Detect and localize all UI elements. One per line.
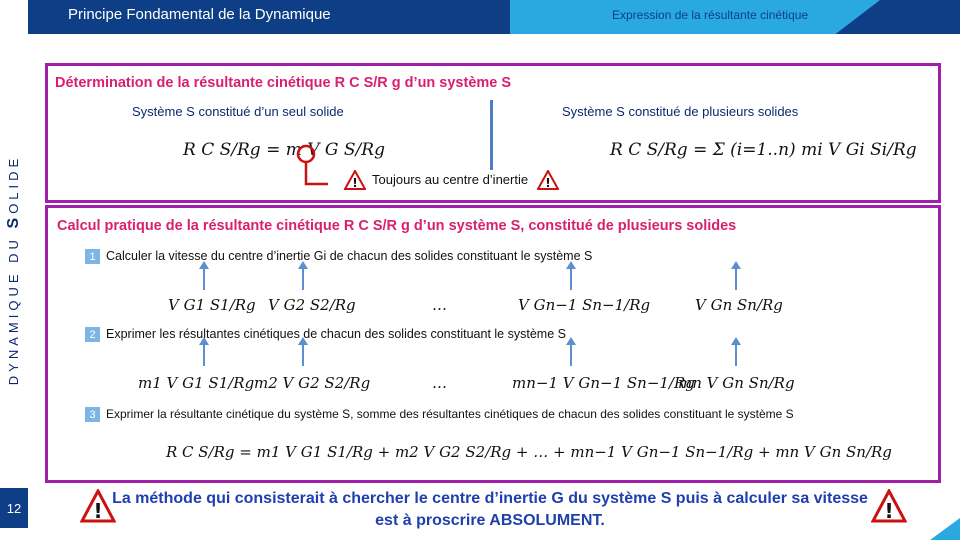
step-text: Calculer la vitesse du centre d’inertie Gi de chacun des solides constituant le système S	[106, 249, 593, 263]
velocity-term: V G1 S1/Rg	[168, 296, 256, 314]
step-number: 1	[85, 249, 100, 264]
svg-text:!: !	[884, 499, 894, 523]
step-number: 2	[85, 327, 100, 342]
arrow-up	[570, 344, 572, 366]
inertia-note: Toujours au centre d’inertie	[372, 172, 529, 187]
multi-solid-formula: R C S/Rg = Σ (i=1..n) mi V Gi Si/Rg	[610, 140, 917, 160]
arrow-up	[302, 268, 304, 290]
page-number: 12	[0, 488, 28, 528]
step-text: Exprimer la résultante cinétique du système S, somme des résultantes cinétiques de chacun des solides constituant le système S	[106, 407, 794, 421]
header-title-right: Expression de la résultante cinétique	[612, 8, 809, 22]
step-number: 3	[85, 407, 100, 422]
sidebar	[0, 0, 28, 540]
velocity-term: V Gn Sn/Rg	[695, 296, 783, 314]
svg-text:!: !	[93, 499, 103, 523]
ellipsis: …	[432, 296, 447, 314]
calculation-title: Calcul pratique de la résultante cinétique R C S/R g d’un système S, constitué de plusieurs solides	[57, 218, 737, 234]
momentum-term: mn V Gn Sn/Rg	[678, 374, 795, 392]
arrow-up	[735, 268, 737, 290]
single-solid-formula: R C S/Rg = m V G S/Rg	[183, 140, 385, 160]
velocity-term: V G2 S2/Rg	[268, 296, 356, 314]
separator-bar	[490, 100, 493, 170]
momentum-term: mn−1 V Gn−1 Sn−1/Rg	[512, 374, 695, 392]
calculation-box	[45, 205, 941, 483]
ellipsis: …	[432, 374, 447, 392]
velocity-term: V Gn−1 Sn−1/Rg	[518, 296, 651, 314]
arrow-up	[203, 268, 205, 290]
vertical-title: DYNAMIQUE DU SOLIDE	[5, 154, 22, 386]
arrow-up	[570, 268, 572, 290]
warning-message: La méthode qui consisterait à chercher le centre d’inertie G du système S puis à calculer sa vitesse est à proscrire ABSOLUMENT.	[112, 490, 868, 529]
svg-text:!: !	[352, 176, 358, 190]
arrow-up	[302, 344, 304, 366]
final-sum-formula: R C S/Rg = m1 V G1 S1/Rg + m2 V G2 S2/Rg + … + mn−1 V Gn−1 Sn−1/Rg + mn V Gn Sn/Rg	[166, 443, 892, 461]
momentum-term: m2 V G2 S2/Rg	[254, 374, 371, 392]
momentum-term: m1 V G1 S1/Rg	[138, 374, 255, 392]
single-solid-heading: Système S constitué d’un seul solide	[132, 104, 344, 119]
step-text: Exprimer les résultantes cinétiques de chacun des solides constituant le système S	[106, 327, 566, 341]
warning-triangle-icon	[871, 489, 907, 523]
warning-triangle-icon	[537, 170, 559, 190]
multi-solid-heading: Système S constitué de plusieurs solides	[562, 104, 799, 119]
determination-title: Détermination de la résultante cinétique R C S/R g d’un système S	[55, 75, 512, 91]
svg-text:!: !	[545, 176, 551, 190]
corner-decoration	[930, 518, 960, 540]
arrow-up	[735, 344, 737, 366]
header-title-left: Principe Fondamental de la Dynamique	[68, 6, 331, 23]
warning-triangle-icon	[344, 170, 366, 190]
arrow-up	[203, 344, 205, 366]
